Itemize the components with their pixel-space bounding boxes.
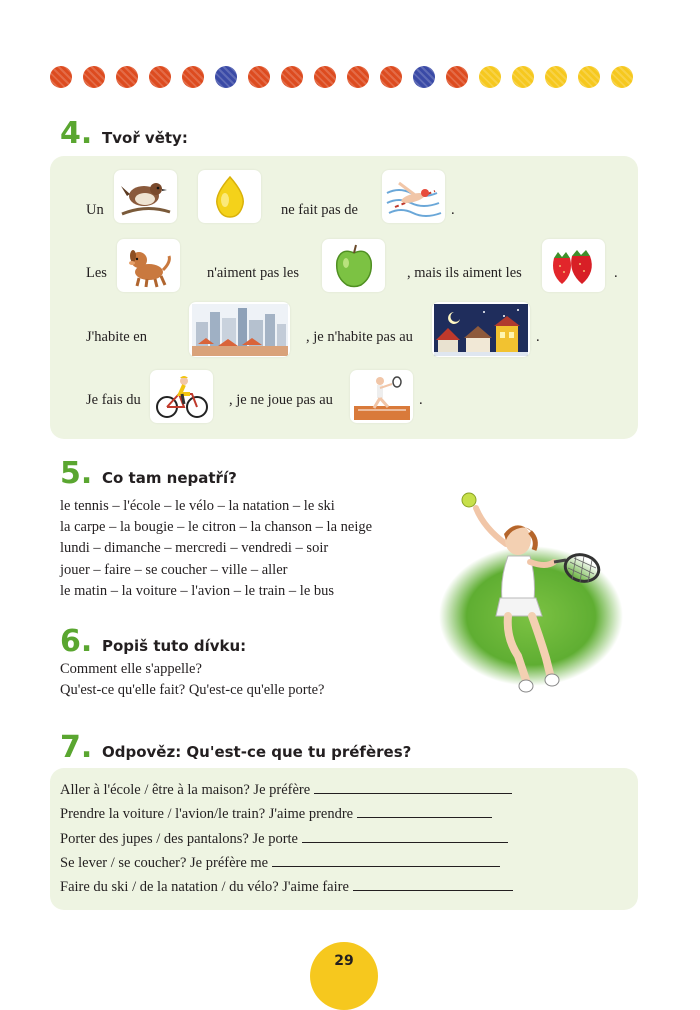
answer-blank[interactable] [353,877,513,891]
decorative-dot [182,66,204,88]
ex4-row4-start: Je fais du [86,392,141,408]
exercise-5-list [60,496,372,602]
ex4-row3-mid: , je n'habite pas au [306,329,413,345]
exercise-7-heading [60,730,411,765]
ex4-row2-mid: n'aiment pas les [207,265,300,281]
exercise-7-list [60,778,513,899]
answer-blank[interactable] [302,829,508,843]
exercise-4-heading [60,116,188,151]
exercise-5-title: Co tam nepatří? [102,469,237,487]
exercise-7-line [60,827,513,851]
decorative-dot [347,66,369,88]
decorative-dot [380,66,402,88]
exercise-6-line: Comment elle s'appelle? [60,661,202,677]
exercise-7-number: 7. [60,730,93,765]
ex4-row3-end: . [536,329,540,345]
exercise-7-line [60,802,513,826]
village-illustration [432,302,530,357]
exercise-5-heading [60,456,237,491]
decorative-dot [512,66,534,88]
decorative-dot [545,66,567,88]
cyclist-illustration [150,370,213,423]
decorative-dot [611,66,633,88]
exercise-7-prompt: Porter des jupes / des pantalons? Je porte [60,830,298,847]
exercise-4-number: 4. [60,116,93,151]
decorative-dot [281,66,303,88]
exercise-5-line: le tennis – l'école – le vélo – la natation – le ski [60,498,335,514]
decorative-dot [578,66,600,88]
exercise-7-prompt: Se lever / se coucher? Je préfère me [60,854,269,871]
answer-blank[interactable] [357,804,492,818]
swimmer-illustration [382,170,445,223]
ex4-row1-mid: ne fait pas de [281,202,358,218]
exercise-7-line [60,851,513,875]
decorative-dot [314,66,336,88]
ex4-row2-start: Les [86,265,107,281]
decorative-dots-row [50,66,633,88]
exercise-4-title: Tvoř věty: [102,129,188,147]
ex4-row4-mid: , je ne joue pas au [229,392,333,408]
exercise-5-line: lundi – dimanche – mercredi – vendredi – soir [60,540,329,557]
exercise-7-prompt: Prendre la voiture / l'avion/le train? J'aime prendre [60,806,354,823]
answer-blank[interactable] [314,780,512,794]
decorative-dot [248,66,270,88]
ex4-row4-end: . [419,392,423,408]
exercise-5-line: jouer – faire – se coucher – ville – aller [60,561,288,578]
decorative-dot [83,66,105,88]
dog-illustration [117,239,180,292]
tennis-player-illustration [350,370,413,423]
decorative-dot [413,66,435,88]
decorative-dot [479,66,501,88]
decorative-dot [215,66,237,88]
exercise-5-number: 5. [60,456,93,491]
exercise-7-prompt: Faire du ski / de la natation / du vélo? J'aime faire [60,879,349,896]
answer-blank[interactable] [272,853,500,867]
bird-illustration [114,170,177,223]
exercise-6-number: 6. [60,624,93,659]
strawberries-illustration [542,239,605,292]
ex4-row3-start: J'habite en [86,329,147,345]
page-number-badge [310,942,378,1010]
page-number: 29 [334,953,354,969]
decorative-dot [149,66,171,88]
lemon-illustration [198,170,261,223]
ex4-row2-end: . [614,265,618,281]
exercise-6-heading [60,624,246,659]
tennis-girl-illustration [436,488,626,703]
exercise-6-line: Qu'est-ce qu'elle fait? Qu'est-ce qu'elle porte? [60,682,325,699]
exercise-5-line: la carpe – la bougie – le citron – la chanson – la neige [60,519,373,536]
ex4-row1-end: . [451,202,455,218]
decorative-dot [446,66,468,88]
exercise-6-title: Popiš tuto dívku: [102,637,247,655]
exercise-6-list [60,659,324,701]
city-illustration [189,302,290,357]
exercise-7-line [60,875,513,899]
ex4-row2-mid2: , mais ils aiment les [407,265,522,281]
exercise-7-prompt: Aller à l'école / être à la maison? Je préfère [60,782,311,798]
decorative-dot [50,66,72,88]
apple-illustration [322,239,385,292]
exercise-5-line: le matin – la voiture – l'avion – le train – le bus [60,582,335,599]
exercise-7-line [60,778,513,802]
exercise-7-title: Odpověz: Qu'est-ce que tu préfères? [102,743,412,761]
decorative-dot [116,66,138,88]
ex4-row1-start: Un [86,202,104,218]
